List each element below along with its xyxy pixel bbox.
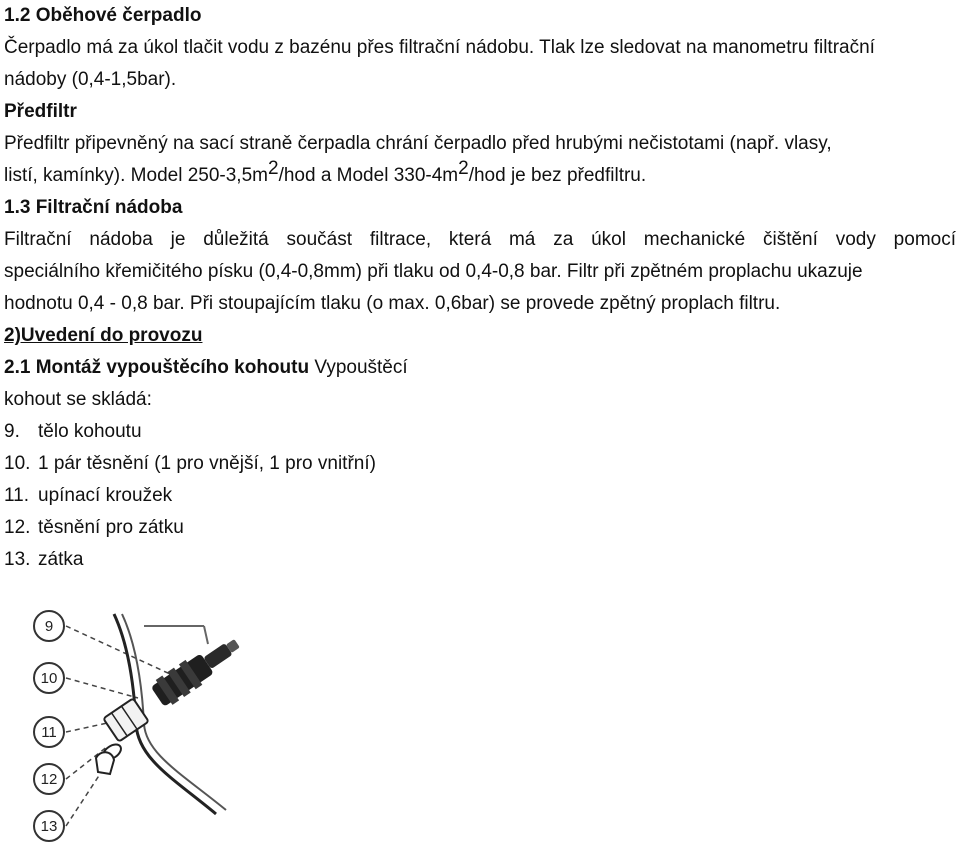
section-heading-predfiltr: Předfiltr [4, 101, 77, 122]
section-heading-2-1: 2.1 Montáž vypouštěcího kohoutu [4, 357, 310, 378]
paragraph-line: kohout se skládá: [4, 389, 152, 410]
text-run: /hod je bez předfiltru. [468, 165, 647, 186]
paragraph-line: hodnotu 0,4 - 0,8 bar. Při stoupajícím tlaku (o max. 0,6bar) se provede zpětný proplach filtru. [4, 293, 781, 314]
paragraph-line: Předfiltr připevněný na sací straně čerpadla chrání čerpadlo před hrubými nečistotami (např. vlasy, [4, 133, 832, 154]
list-item-text: upínací kroužek [38, 485, 173, 506]
list-item-number: 11. [4, 485, 30, 506]
paragraph-line: nádoby (0,4-1,5bar). [4, 69, 177, 90]
callout-11: 11 [41, 724, 57, 741]
list-item-number: 13. [4, 549, 31, 570]
list-item [4, 416, 956, 448]
parts-list [4, 416, 956, 576]
paragraph-line: speciálního křemičitého písku (0,4-0,8mm) při tlaku od 0,4-0,8 bar. Filtr při zpětném proplachu ukazuje [4, 261, 863, 282]
drain-valve-diagram [4, 574, 262, 851]
list-item-text: 1 pár těsnění (1 pro vnější, 1 pro vnitřní) [38, 453, 376, 474]
list-item [4, 544, 956, 576]
list-item-number: 9. [4, 421, 20, 442]
paragraph-line: Filtrační nádoba je důležitá součást filtrace, která má za úkol mechanické čištění vody pomocí [4, 229, 956, 250]
paragraph-line: Čerpadlo má za úkol tlačit vodu z bazénu přes filtrační nádobu. Tlak lze sledovat na manometru filtrační [4, 37, 875, 58]
text-run: Vypouštěcí [314, 357, 408, 378]
section-heading-2: 2)Uvedení do provozu [4, 325, 203, 346]
paragraph-line [4, 160, 956, 192]
list-item [4, 448, 956, 480]
section-heading-1-3: 1.3 Filtrační nádoba [4, 197, 183, 218]
list-item-text: těsnění pro zátku [38, 517, 184, 538]
superscript: 2 [267, 158, 279, 179]
list-item [4, 512, 956, 544]
list-item [4, 480, 956, 512]
superscript: 2 [458, 158, 469, 179]
document-page [4, 0, 956, 576]
section-heading-1-2: 1.2 Oběhové čerpadlo [4, 5, 202, 26]
list-item-text: zátka [38, 549, 84, 570]
callout-12: 12 [40, 771, 58, 788]
callout-9: 9 [44, 618, 54, 635]
drain-valve-drawing [4, 574, 262, 851]
callout-13: 13 [40, 818, 58, 835]
callout-10: 10 [40, 670, 58, 687]
paragraph-line [4, 352, 956, 384]
list-item-text: tělo kohoutu [38, 421, 142, 442]
text-run: /hod a Model 330-4m [278, 165, 459, 186]
list-item-number: 10. [4, 453, 31, 474]
list-item-number: 12. [4, 517, 31, 538]
text-run: listí, kamínky). Model 250-3,5m [4, 165, 268, 186]
